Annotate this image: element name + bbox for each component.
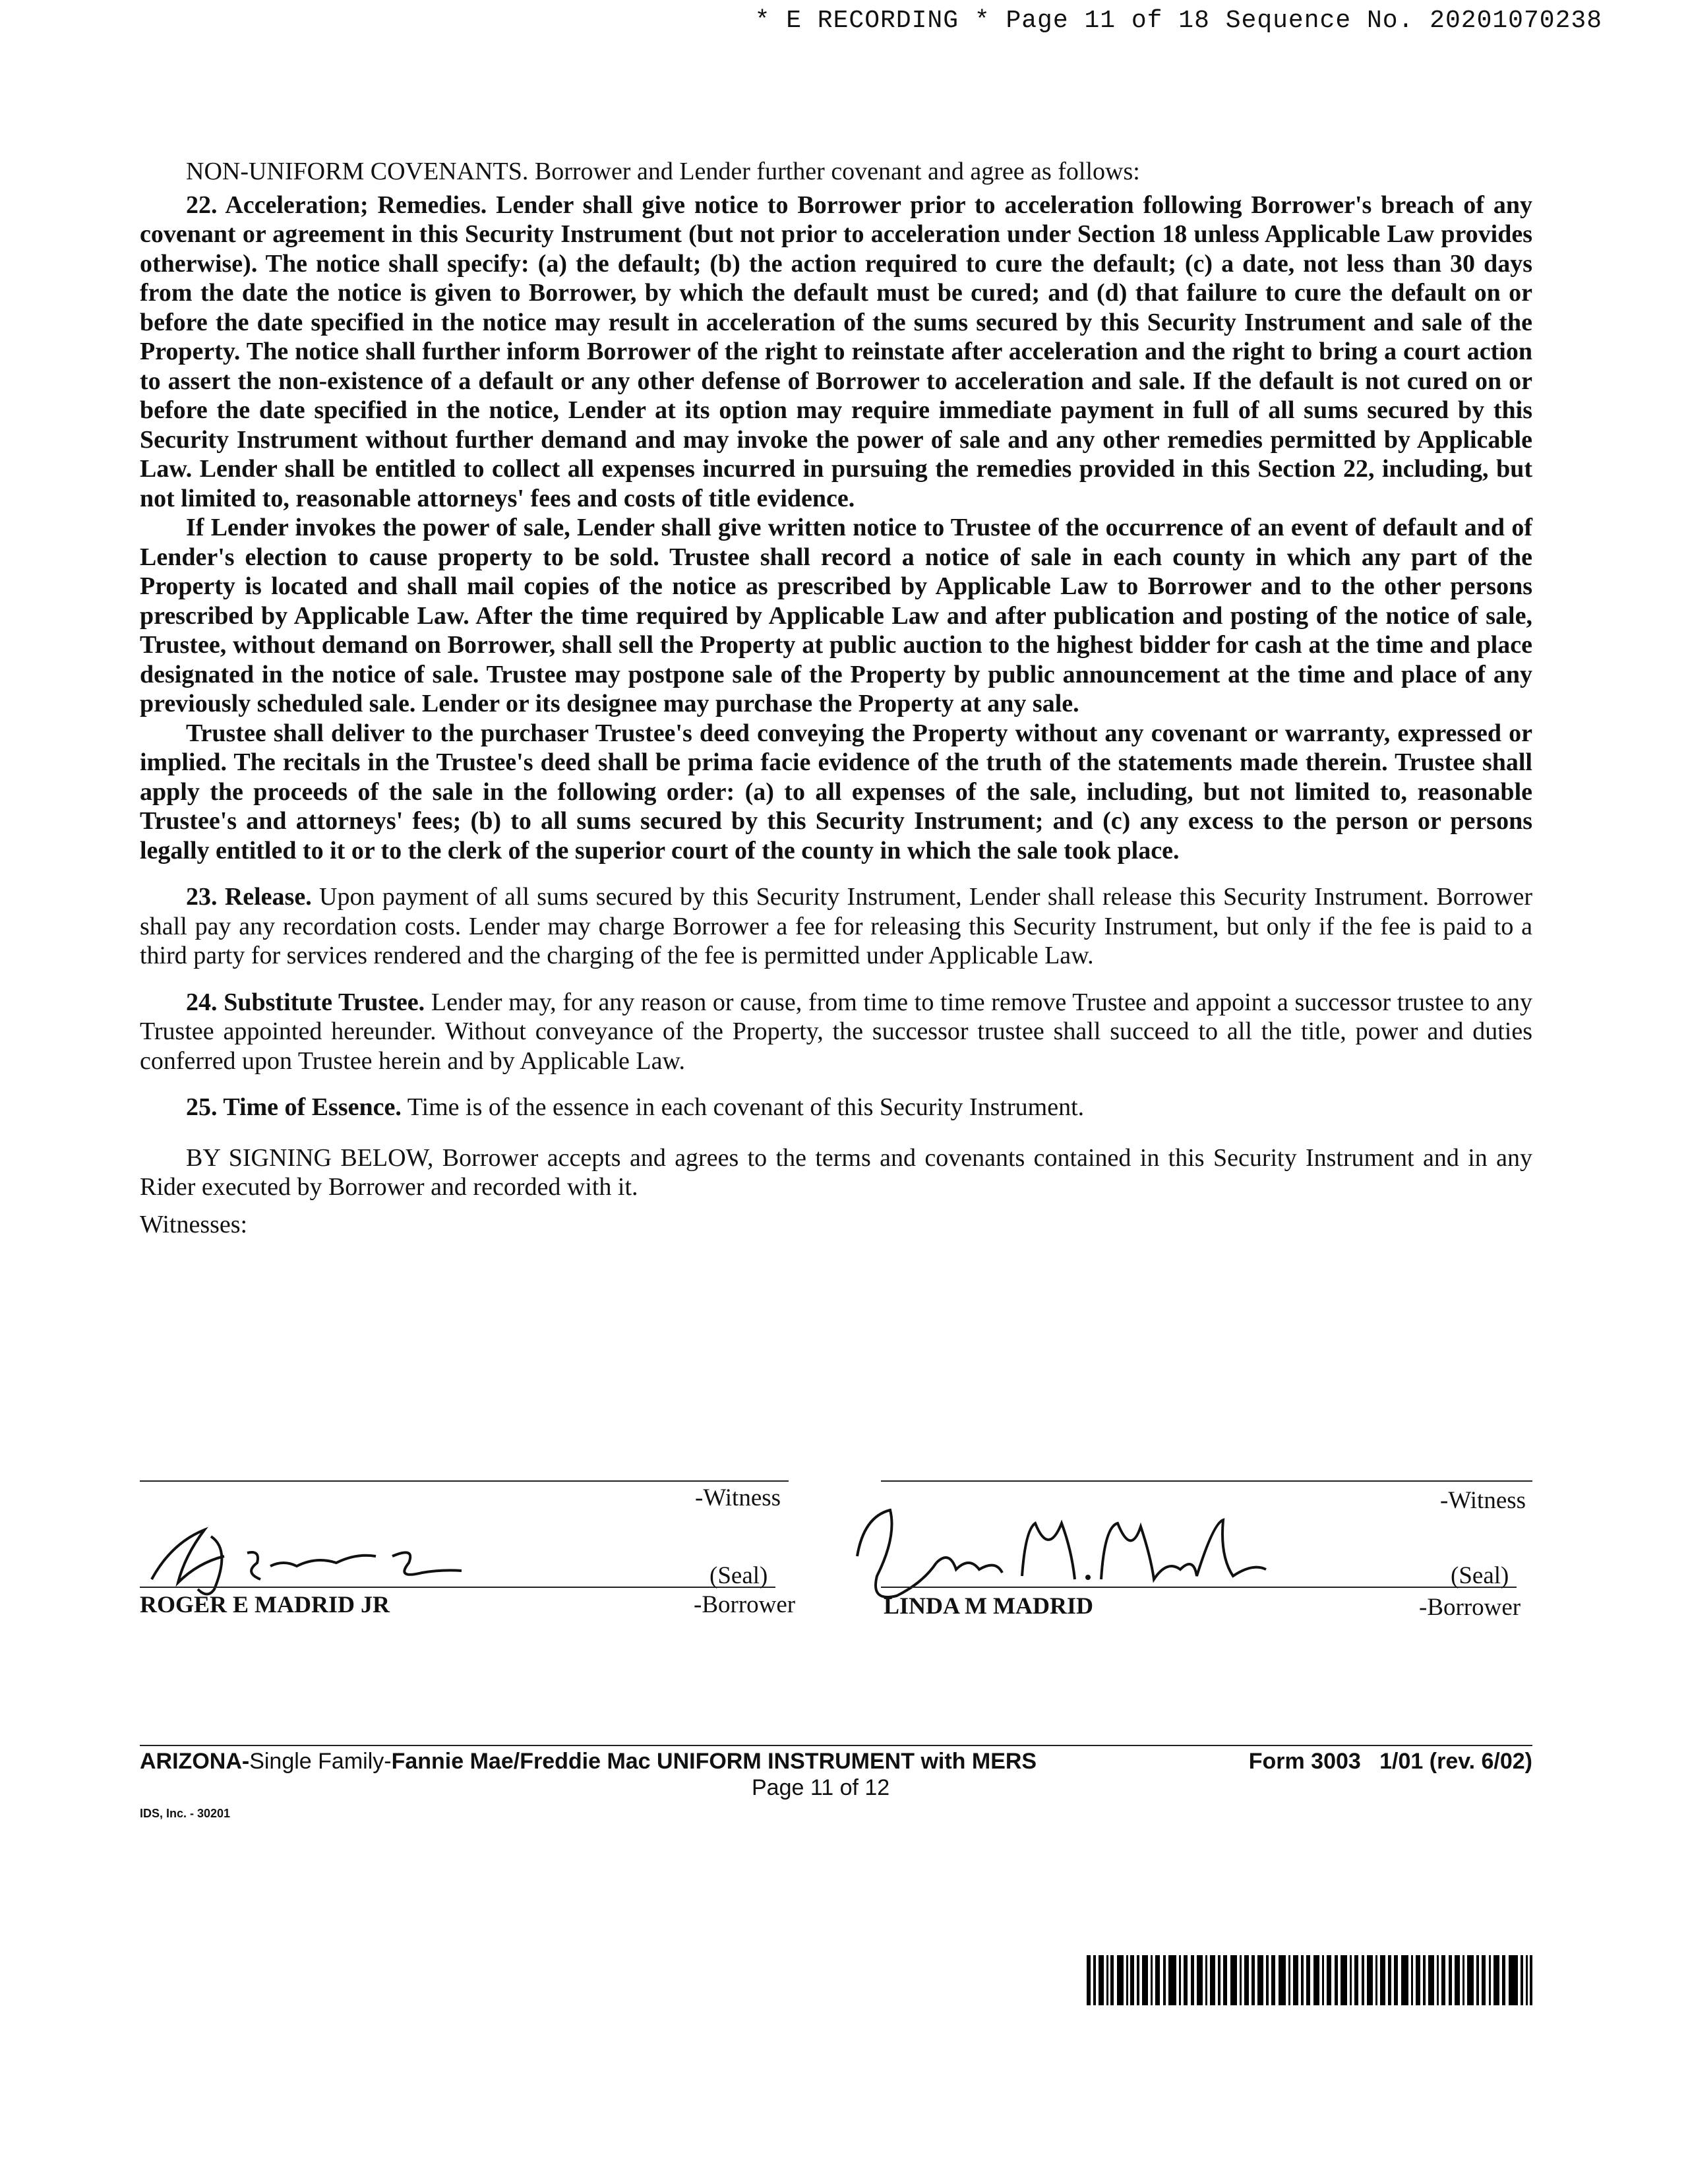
section-24-paragraph: [140, 988, 1532, 1076]
section-22-text-1: Lender shall give notice to Borrower prior to acceleration following Borrower's breach of any covenant or agreement in this Security Instrument (but not prior to acceleration under Section 18 unless Applicable Law provides otherwise). The notice shall specify: (a) the default; (b) the action required to cure the default; (c) a date, not less than 30 days from the date the notice is given to Borrower, by which the default must be cured; and (d) that failure to cure the default on or before the date specified in the notice may result in acceleration of the sums secured by this Security Instrument and sale of the Property. The notice shall further inform Borrower of the right to reinstate after acceleration and the right to bring a court action to assert the non-existence of a default or any other defense of Borrower to acceleration and sale. If the default is not cured on or before the date specified in the notice, Lender at its option may require immediate payment in full of all sums secured by this Security Instrument without further demand and may invoke the power of sale and any other remedies permitted by Applicable Law. Lender shall be entitled to collect all expenses incurred in pursuing the remedies provided in this Section 22, including, but not limited to, reasonable attorneys' fees and costs of title evidence.: [140, 191, 1532, 512]
section-24-text: Lender may, for any reason or cause, from time to time remove Trustee and appoint a successor trustee to any Trustee appointed hereunder. Without conveyance of the Property, the successor trustee shall succeed to all the title, power and duties conferred upon Trustee herein and by Applicable Law.: [140, 988, 1533, 1075]
footer-form-title: [140, 1749, 1037, 1774]
signing-statement: BY SIGNING BELOW, Borrower accepts and agrees to the terms and covenants contained in this Security Instrument and in any Rider executed by Borrower and recorded with it.: [140, 1143, 1532, 1201]
witness-label-left: -Witness: [695, 1484, 781, 1511]
document-body: [140, 157, 1532, 1239]
witness-line-left: [140, 1480, 789, 1482]
intro-text: NON-UNIFORM COVENANTS. Borrower and Lender further covenant and agree as follows:: [186, 158, 1140, 185]
section-25-paragraph: [140, 1093, 1532, 1122]
footer-instrument: Fannie Mae/Freddie Mac UNIFORM INSTRUMENT with MERS: [391, 1749, 1037, 1774]
borrower-label-right: -Borrower: [1419, 1594, 1521, 1621]
section-23-heading: 23. Release.: [186, 883, 312, 911]
section-23-paragraph: [140, 882, 1532, 971]
seal-label-left: (Seal): [709, 1562, 768, 1589]
witnesses-label: Witnesses:: [140, 1210, 248, 1238]
section-22-paragraph-1: [140, 191, 1532, 514]
section-25-heading: 25. Time of Essence.: [186, 1093, 402, 1121]
seal-label-right: (Seal): [1451, 1562, 1509, 1589]
borrower-1-signature: [132, 1517, 475, 1602]
document-barcode: [1087, 1955, 1532, 2005]
section-23-text: Upon payment of all sums secured by this Security Instrument, Lender shall release this Security Instrument. Borrower shall pay any recordation costs. Lender may charge Borrower a fee for releasing this Security Instrument, but only if the fee is paid to a third party for services rendered and the charging of the fee is permitted under Applicable Law.: [140, 883, 1533, 969]
footer-rule: [140, 1745, 1532, 1746]
borrower-1-signature-line: [140, 1587, 775, 1588]
recording-header: * E RECORDING * Page 11 of 18 Sequence No. 20201070238: [754, 7, 1602, 35]
footer-vendor: IDS, Inc. - 30201: [140, 1807, 231, 1820]
borrower-2-name: LINDA M MADRID: [884, 1592, 1093, 1619]
section-25-text: Time is of the essence in each covenant of this Security Instrument.: [407, 1093, 1085, 1121]
section-22-paragraph-3: Trustee shall deliver to the purchaser Trustee's deed conveying the Property without any covenant or warranty, expressed or implied. The recitals in the Trustee's deed shall be prima facie evidence of the truth of the statements made therein. Trustee shall apply the proceeds of the sale in the following order: (a) to all expenses of the sale, including, but not limited to, reasonable Trustee's and attorneys' fees; (b) to all sums secured by this Security Instrument; and (c) any excess to the person or persons legally entitled to it or to the clerk of the superior court of the county in which the sale took place.: [140, 719, 1532, 864]
section-22-paragraph-2: If Lender invokes the power of sale, Lender shall give written notice to Trustee of the occurrence of an event of default and of Lender's election to cause property to be sold. Trustee shall record a notice of sale in each county in which any part of the Property is located and shall mail copies of the notice as prescribed by Applicable Law to Borrower and to the other persons prescribed by Applicable Law. After the time required by Applicable Law and after publication and posting of the notice of sale, Trustee, without demand on Borrower, shall sell the Property at public auction to the highest bidder for cash at the time and place designated in the notice of sale. Trustee may postpone sale of the Property by public announcement at the time and place of any previously scheduled sale. Lender or its designee may purchase the Property at any sale.: [140, 514, 1532, 717]
witness-line-right: [881, 1480, 1532, 1482]
footer-state: ARIZONA-: [140, 1749, 250, 1774]
borrower-label-left: -Borrower: [694, 1591, 796, 1618]
borrower-1-name: ROGER E MADRID JR: [140, 1591, 390, 1618]
footer-family: Single Family-: [249, 1749, 392, 1774]
borrower-2-signature-line: [881, 1587, 1517, 1588]
footer-page-number: Page 11 of 12: [752, 1775, 890, 1800]
witness-label-right: -Witness: [1440, 1487, 1526, 1514]
footer-form-number: Form 3003 1/01 (rev. 6/02): [1248, 1749, 1532, 1774]
section-22-heading: 22. Acceleration; Remedies.: [186, 191, 487, 219]
section-24-heading: 24. Substitute Trustee.: [186, 988, 425, 1016]
